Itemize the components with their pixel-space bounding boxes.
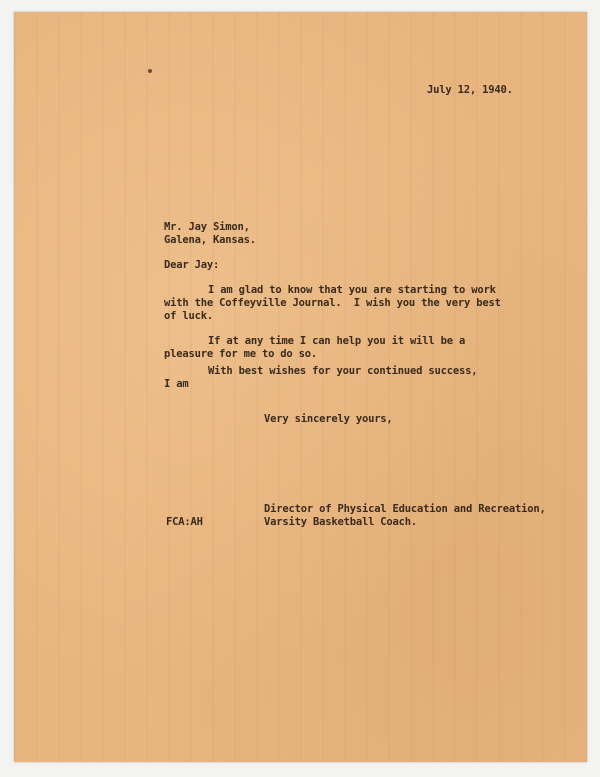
- paragraph1-line2: with the Coffeyville Journal. I wish you the very best: [164, 297, 501, 309]
- paragraph3-line1: With best wishes for your continued success,: [208, 365, 478, 377]
- letter-date: July 12, 1940.: [427, 84, 513, 96]
- paragraph1-line3: of luck.: [164, 310, 213, 322]
- recipient-name: Mr. Jay Simon,: [164, 221, 250, 233]
- ink-speck: [148, 69, 152, 73]
- signature-title-line1: Director of Physical Education and Recreation,: [264, 503, 546, 515]
- paragraph1-line1: I am glad to know that you are starting to work: [208, 284, 496, 296]
- signature-title-line2: Varsity Basketball Coach.: [264, 516, 418, 528]
- salutation: Dear Jay:: [164, 259, 220, 271]
- recipient-location: Galena, Kansas.: [164, 234, 256, 246]
- closing: Very sincerely yours,: [264, 413, 393, 425]
- letter-page: [14, 12, 587, 762]
- reference-initials: FCA:AH: [166, 516, 203, 528]
- paragraph2-line1: If at any time I can help you it will be a: [208, 335, 466, 347]
- paragraph3-line2: I am: [164, 378, 189, 390]
- paragraph2-line2: pleasure for me to do so.: [164, 348, 318, 360]
